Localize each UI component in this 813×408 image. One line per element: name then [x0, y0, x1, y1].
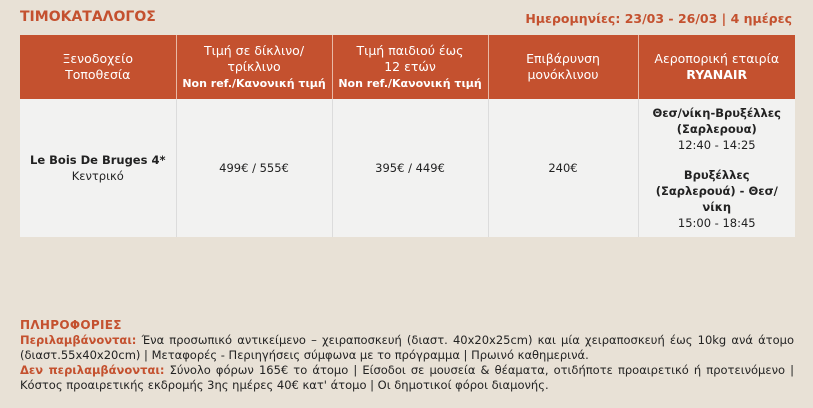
included-text: Ένα προσωπικό αντικείμενο – χειραποσκευή (διαστ. 40x20x25cm) και μία χειραποσκευή έως 10kg ανά άτομο (διαστ.55x40x20cm) | Μεταφορές - Περιηγήσεις σύμφωνα με το πρόγραμμα | Πρωινό καθημερινά. [20, 333, 794, 362]
outbound-route-airport: (Σαρλερουα) [676, 122, 757, 136]
not-included-text: Σύνολο φόρων 165€ το άτομο | Είσοδοι σε μουσεία & θέαματα, οτιδήποτε προαιρετικό ή προτεινόμενο | Κόστος προαιρετικής εκδρομής 3ης ημέρες 40€ κατ' άτομο | Οι δημοτικοί φόροι διαμονής. [20, 363, 795, 392]
header-line: μονόκλινου [527, 67, 599, 82]
header-double-price [176, 35, 332, 99]
not-included-paragraph [20, 363, 794, 393]
cell-single-supplement: 240€ [488, 99, 638, 237]
cell-hotel [20, 99, 176, 237]
included-label: Περιλαμβάνονται: [20, 333, 137, 347]
hotel-location: Κεντρικό [71, 169, 124, 183]
cell-child-price: 395€ / 449€ [332, 99, 488, 237]
header-line: Τοποθεσία [65, 67, 131, 82]
header-line: τρίκλινο [227, 58, 281, 74]
header-airline [638, 35, 795, 99]
return-route-airport: (Σαρλερουά) - Θεσ/νίκη [655, 184, 778, 214]
cell-flights [638, 99, 795, 237]
header-single-supplement [488, 35, 638, 99]
header-line: 12 ετών [384, 58, 436, 74]
price-list-title: ΤΙΜΟΚΑΤΑΛΟΓΟΣ [20, 9, 156, 25]
not-included-label: Δεν περιλαμβάνονται: [20, 363, 165, 377]
header-line: Τιμή παιδιού έως [356, 42, 464, 58]
info-section [20, 318, 794, 393]
header-line: RYANAIR [686, 67, 748, 82]
outbound-time: 12:40 - 14:25 [677, 138, 756, 152]
table-header-row [20, 35, 795, 99]
cell-double-price: 499€ / 555€ [176, 99, 332, 237]
header-line: Τιμή σε δίκλινο/ [203, 42, 305, 58]
hotel-name: Le Bois De Bruges 4* [30, 153, 166, 167]
return-route: Βρυξέλλες [683, 168, 750, 182]
header-subline: Non ref./Κανονική τιμή [182, 76, 326, 90]
flight-spacer [643, 153, 792, 167]
table-row [20, 99, 795, 237]
header-subline: Non ref./Κανονική τιμή [338, 76, 482, 90]
header-hotel-location [20, 35, 176, 99]
header-line: Επιβάρυνση [526, 51, 600, 66]
header-line: Ξενοδοχείο [62, 51, 133, 66]
price-table [20, 35, 795, 237]
header-child-price [332, 35, 488, 99]
outbound-route: Θεσ/νίκη-Βρυξέλλες [652, 106, 781, 120]
info-heading: ΠΛΗΡΟΦΟΡΙΕΣ [20, 318, 122, 332]
header-line: Αεροπορική εταιρία [654, 51, 780, 66]
trip-dates: Ημερομηνίες: 23/03 - 26/03 | 4 ημέρες [525, 11, 792, 26]
return-time: 15:00 - 18:45 [677, 216, 756, 230]
included-paragraph [20, 333, 794, 363]
